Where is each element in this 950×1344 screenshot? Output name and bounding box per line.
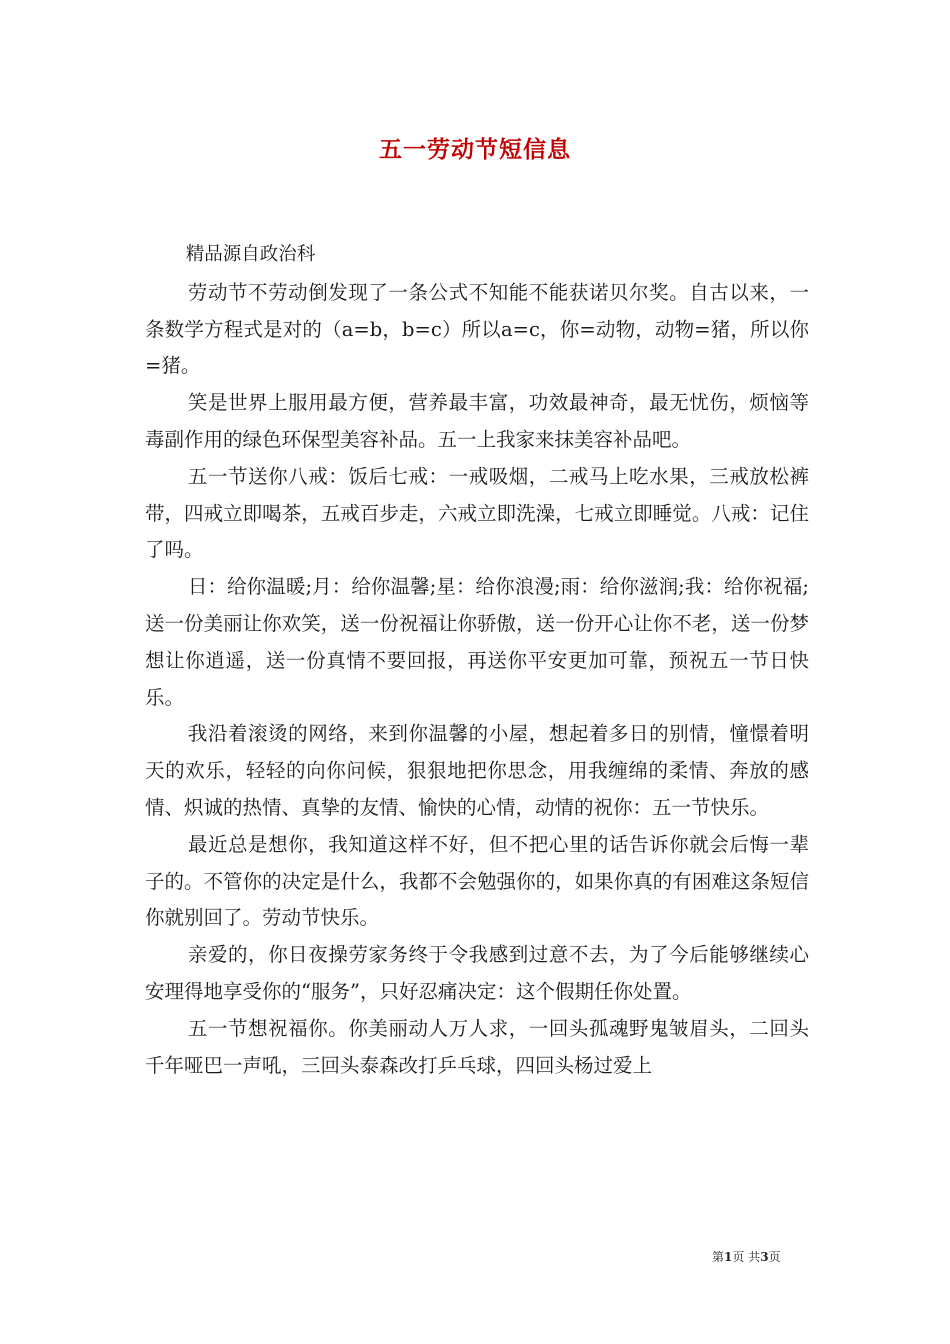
paragraph-6: 最近总是想你，我知道这样不好，但不把心里的话告诉你就会后悔一辈子的。不管你的决定是什么，我都不会勉强你的，如果你真的有困难这条短信你就别回了。劳动节快乐。 (145, 832, 809, 930)
footer-current-page: 1 (724, 1250, 733, 1264)
paragraph-1: 劳动节不劳动倒发现了一条公式不知能不能获诺贝尔奖。自古以来，一条数学方程式是对的（a=b，b=c）所以a=c，你=动物，动物=猪，所以你=猪。 (145, 280, 809, 378)
document-body (145, 237, 809, 1084)
paragraph-7: 亲爱的，你日夜操劳家务终于令我感到过意不去，为了今后能够继续心安理得地享受你的“服务”，只好忍痛决定：这个假期任你处置。 (145, 943, 809, 1003)
footer-prefix: 第 (712, 1250, 725, 1264)
paragraph-5: 我沿着滚烫的网络，来到你温馨的小屋，想起着多日的别情，憧憬着明天的欢乐，轻轻的向你问候，狠狠地把你思念，用我缠绵的柔情、奔放的感情、炽诚的热情、真挚的友情、愉快的心情，动情的祝你：五一节快乐。 (145, 722, 809, 819)
page-footer (712, 1248, 781, 1265)
footer-suffix: 页 (768, 1250, 781, 1264)
paragraph-3: 五一节送你八戒：饭后七戒：一戒吸烟，二戒马上吃水果，三戒放松裤带，四戒立即喝茶，五戒百步走，六戒立即洗澡，七戒立即睡觉。八戒：记住了吗。 (145, 464, 809, 562)
document-title: 五一劳动节短信息 (379, 136, 571, 163)
footer-total-pages: 3 (760, 1250, 769, 1264)
footer-middle: 页 共 (732, 1250, 761, 1264)
paragraph-4: 日：给你温暖;月：给你温馨;星：给你浪漫;雨：给你滋润;我：给你祝福;送一份美丽让你欢笑，送一份祝福让你骄傲，送一份开心让你不老，送一份梦想让你逍遥，送一份真情不要回报，再送你平安更加可靠，预祝五一节日快乐。 (145, 575, 809, 709)
paragraph-2: 笑是世界上服用最方便，营养最丰富，功效最神奇，最无忧伤，烦恼等毒副作用的绿色环保型美容补品。五一上我家来抹美容补品吧。 (145, 391, 809, 451)
source-line: 精品源自政治科 (185, 244, 316, 265)
paragraph-8: 五一节想祝福你。你美丽动人万人求，一回头孤魂野鬼皱眉头，二回头千年哑巴一声吼，三回头泰森改打乒乓球，四回头杨过爱上 (145, 1016, 809, 1077)
